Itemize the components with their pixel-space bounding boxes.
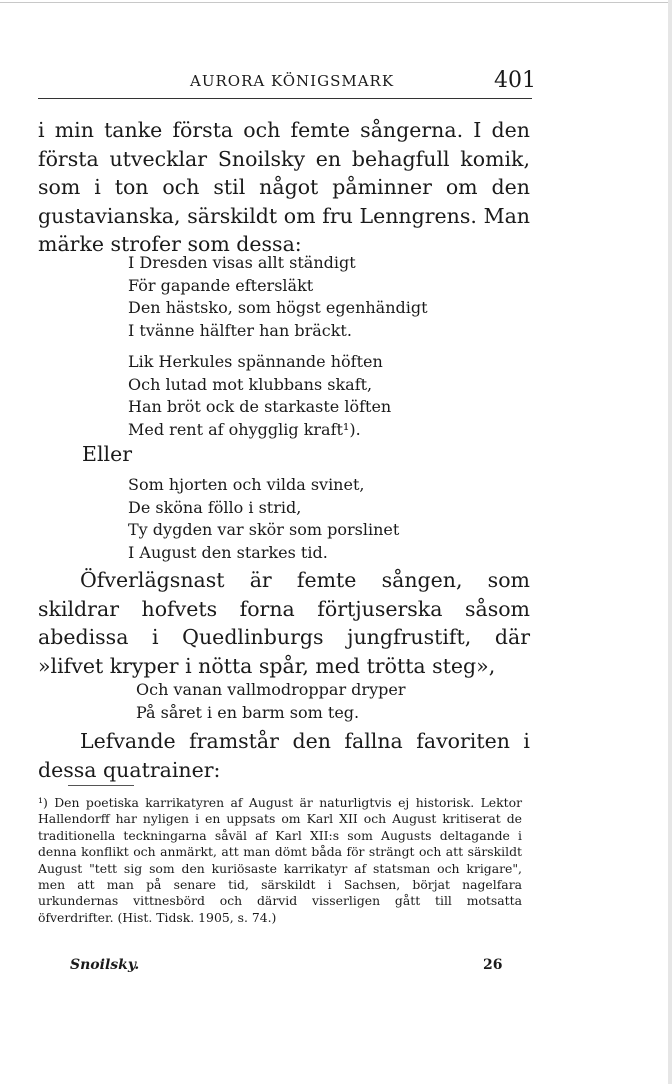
scan-edge-shadow: [668, 0, 672, 1084]
running-title: AURORA KÖNIGSMARK: [190, 72, 395, 90]
page-number: 401: [494, 68, 536, 93]
signature-number: 26: [483, 957, 503, 973]
footnote-rule: [68, 785, 134, 786]
paragraph-3: Lefvande framstår den fallna favoriten i dessa quatrainer:: [38, 729, 530, 782]
verse-line: I tvänne hälfter han bräckt.: [128, 320, 352, 340]
verse-line: Och lutad mot klubbans skaft,: [128, 374, 373, 394]
verse-line: Han bröt ock de starkaste löften: [128, 397, 392, 416]
verse-line: Med rent af ohygglig kraft¹).: [128, 419, 361, 439]
paragraph-1: i min tanke första och femte sångerna. I den första utvecklar Snoilsky en behagfull komik, som i ton och stil något påminner om den gustavianska, särskildt om fru Lenngrens. Man märke strofer som dessa:: [38, 118, 530, 256]
verse-line: Lik Herkules spännande höften: [128, 352, 383, 371]
verse-line: I Dresden visas allt ständigt: [128, 253, 356, 272]
page-header: [40, 68, 536, 94]
verse-line: Den hästsko, som högst egenhändigt: [128, 298, 428, 317]
verse-line: På såret i en barm som teg.: [136, 702, 360, 722]
signature-mark: Snoilsky.: [70, 957, 140, 973]
stanza-4: [136, 679, 405, 724]
scan-border-line: [0, 2, 672, 3]
stanza-1: [128, 252, 428, 342]
stanza-2: [128, 351, 391, 441]
verse-line: Ty dygden var skör som porslinet: [128, 520, 400, 539]
verse-line: Och vanan vallmodroppar dryper: [136, 680, 406, 699]
stanza-3: [128, 474, 399, 564]
verse-line: För gapande eftersläkt: [128, 275, 314, 295]
verse-line: De sköna föllo i strid,: [128, 497, 302, 517]
header-rule: [38, 98, 532, 99]
paragraph-2: Öfverlägsnast är femte sången, som skildrar hofvets forna förtjuserska såsom abedissa i Quedlinburgs jungfrustift, där »lifvet kryper i nötta spår, med trötta steg»,: [38, 568, 530, 678]
verse-line: I August den starkes tid.: [128, 542, 328, 562]
eller-text: Eller: [82, 442, 133, 466]
verse-line: Som hjorten och vilda svinet,: [128, 475, 365, 494]
footnote: ¹) Den poetiska karrikatyren af August är naturligtvis ej historisk. Lektor Hallendorff har nyligen i en uppsats om Karl XII och August kritiserat de traditionella teckningarna såväl af Karl XII:s som Augusts deltagande i denna konflikt och anmärkt, att man dömt båda för strängt och att särskildt August "tett sig som den kuriösaste karrikatyr af statsman och krigare", men att man på senare tid, särskildt i Sachsen, börjat nagelfara urkundernas vittnesbörd och därvid visserligen gått till motsatta öfverdrifter. (Hist. Tidsk. 1905, s. 74.): [38, 795, 522, 925]
